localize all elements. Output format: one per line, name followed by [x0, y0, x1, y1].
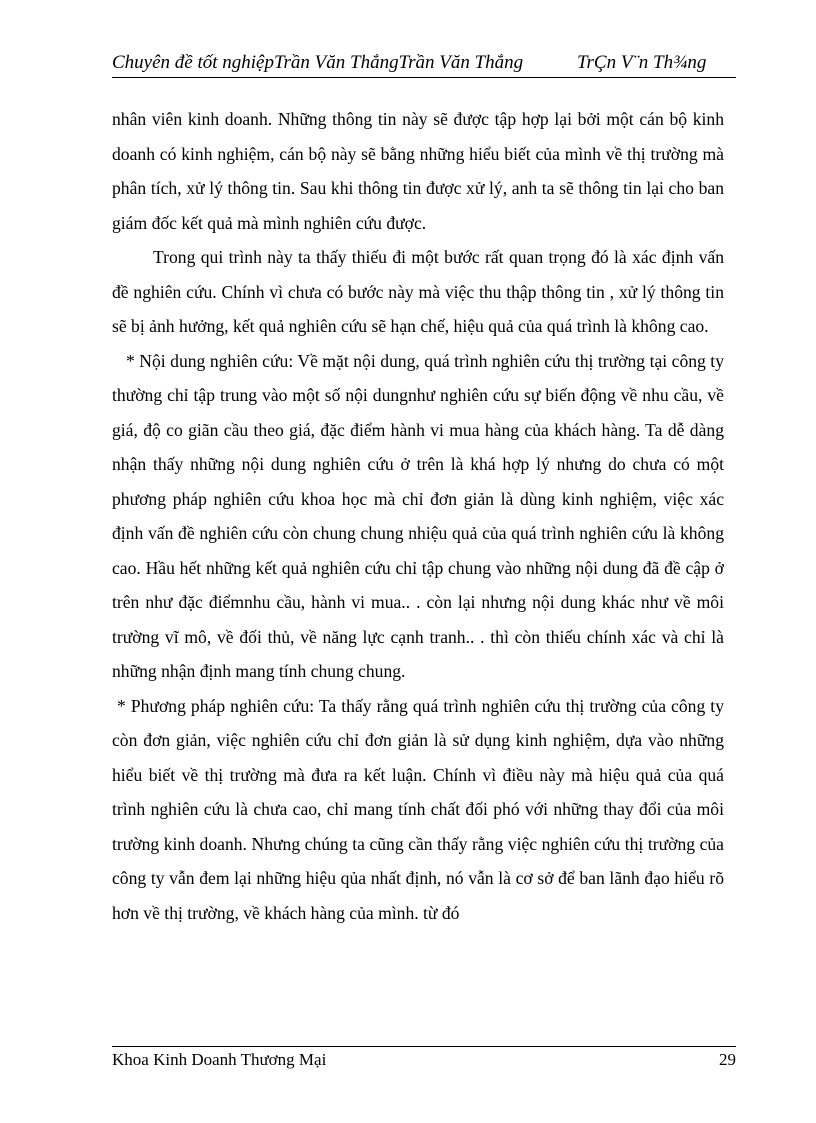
- paragraph-3: * Nội dung nghiên cứu: Về mặt nội dung, quá trình nghiên cứu thị trường tại công ty thường chỉ tập trung vào một số nội dungnhư nghiên cứu sự biến động về nhu cầu, về giá, độ co giãn cầu theo giá, đặc điểm hành vi mua hàng của khách hàng. Ta dễ dàng nhận thấy những nội dung nghiên cứu ở trên là khá hợp lý nhưng do chưa có một phương pháp nghiên cứu khoa học mà chỉ đơn giản là dùng kinh nghiệm, việc xác định vấn đề nghiên cứu còn chung chung nhiệu quả của quá trình nghiên cứu là không cao. Hầu hết những kết quả nghiên cứu chỉ tập chung vào những nội dung đã đề cập ở trên như đặc điểmnhu cầu, hành vi mua.. . còn lại nhưng nội dung khác như về môi trường vĩ mô, về đối thủ, về năng lực cạnh tranh.. . thì còn thiếu chính xác và chỉ là những nhận định mang tính chung chung.: [112, 350, 724, 681]
- paragraph-1: nhân viên kinh doanh. Những thông tin này sẽ được tập hợp lại bởi một cán bộ kinh doanh có kinh nghiệm, cán bộ này sẽ bằng những hiểu biết của mình về thị trường mà phân tích, xử lý thông tin. Sau khi thông tin được xử lý, anh ta sẽ thông tin lại cho ban giám đốc kết quả mà mình nghiên cứu được.: [112, 109, 724, 233]
- paragraph-4: * Phương pháp nghiên cứu: Ta thấy rằng quá trình nghiên cứu thị trường của công ty còn đơn giản, việc nghiên cứu chỉ đơn giản là sử dụng kinh nghiệm, dựa vào những hiểu biết về thị trường mà đưa ra kết luận. Chính vì điều này mà hiệu quả của quá trình nghiên cứu là chưa cao, chỉ mang tính chất đối phó với những thay đổi của môi trường kinh doanh. Nhưng chúng ta cũng cần thấy rằng việc nghiên cứu thị trường của công ty vẫn đem lại những hiệu qủa nhất định, nó vẫn là cơ sở để ban lãnh đạo hiểu rõ hơn về thị trường, về khách hàng của mình. từ đó: [112, 695, 724, 923]
- page-body: [112, 102, 724, 930]
- author-name: TrÇn V¨n Th¾ng: [577, 52, 707, 73]
- department-name: Khoa Kinh Doanh Thương Mại: [112, 1050, 327, 1069]
- header-divider: [112, 77, 736, 78]
- page-number: 29: [719, 1050, 736, 1069]
- paragraph-2: Trong qui trình này ta thấy thiếu đi một bước rất quan trọng đó là xác định vấn đề nghiên cứu. Chính vì chưa có bước này mà việc thu thập thông tin , xử lý thông tin sẽ bị ảnh hưởng, kết quả nghiên cứu sẽ hạn chế, hiệu quả của quá trình là không cao.: [112, 247, 724, 336]
- footer-divider: [112, 1046, 736, 1047]
- page-header: [112, 50, 736, 76]
- document-title: Chuyên đề tốt nghiệpTrần Văn ThắngTrần Văn Thắng: [112, 52, 524, 73]
